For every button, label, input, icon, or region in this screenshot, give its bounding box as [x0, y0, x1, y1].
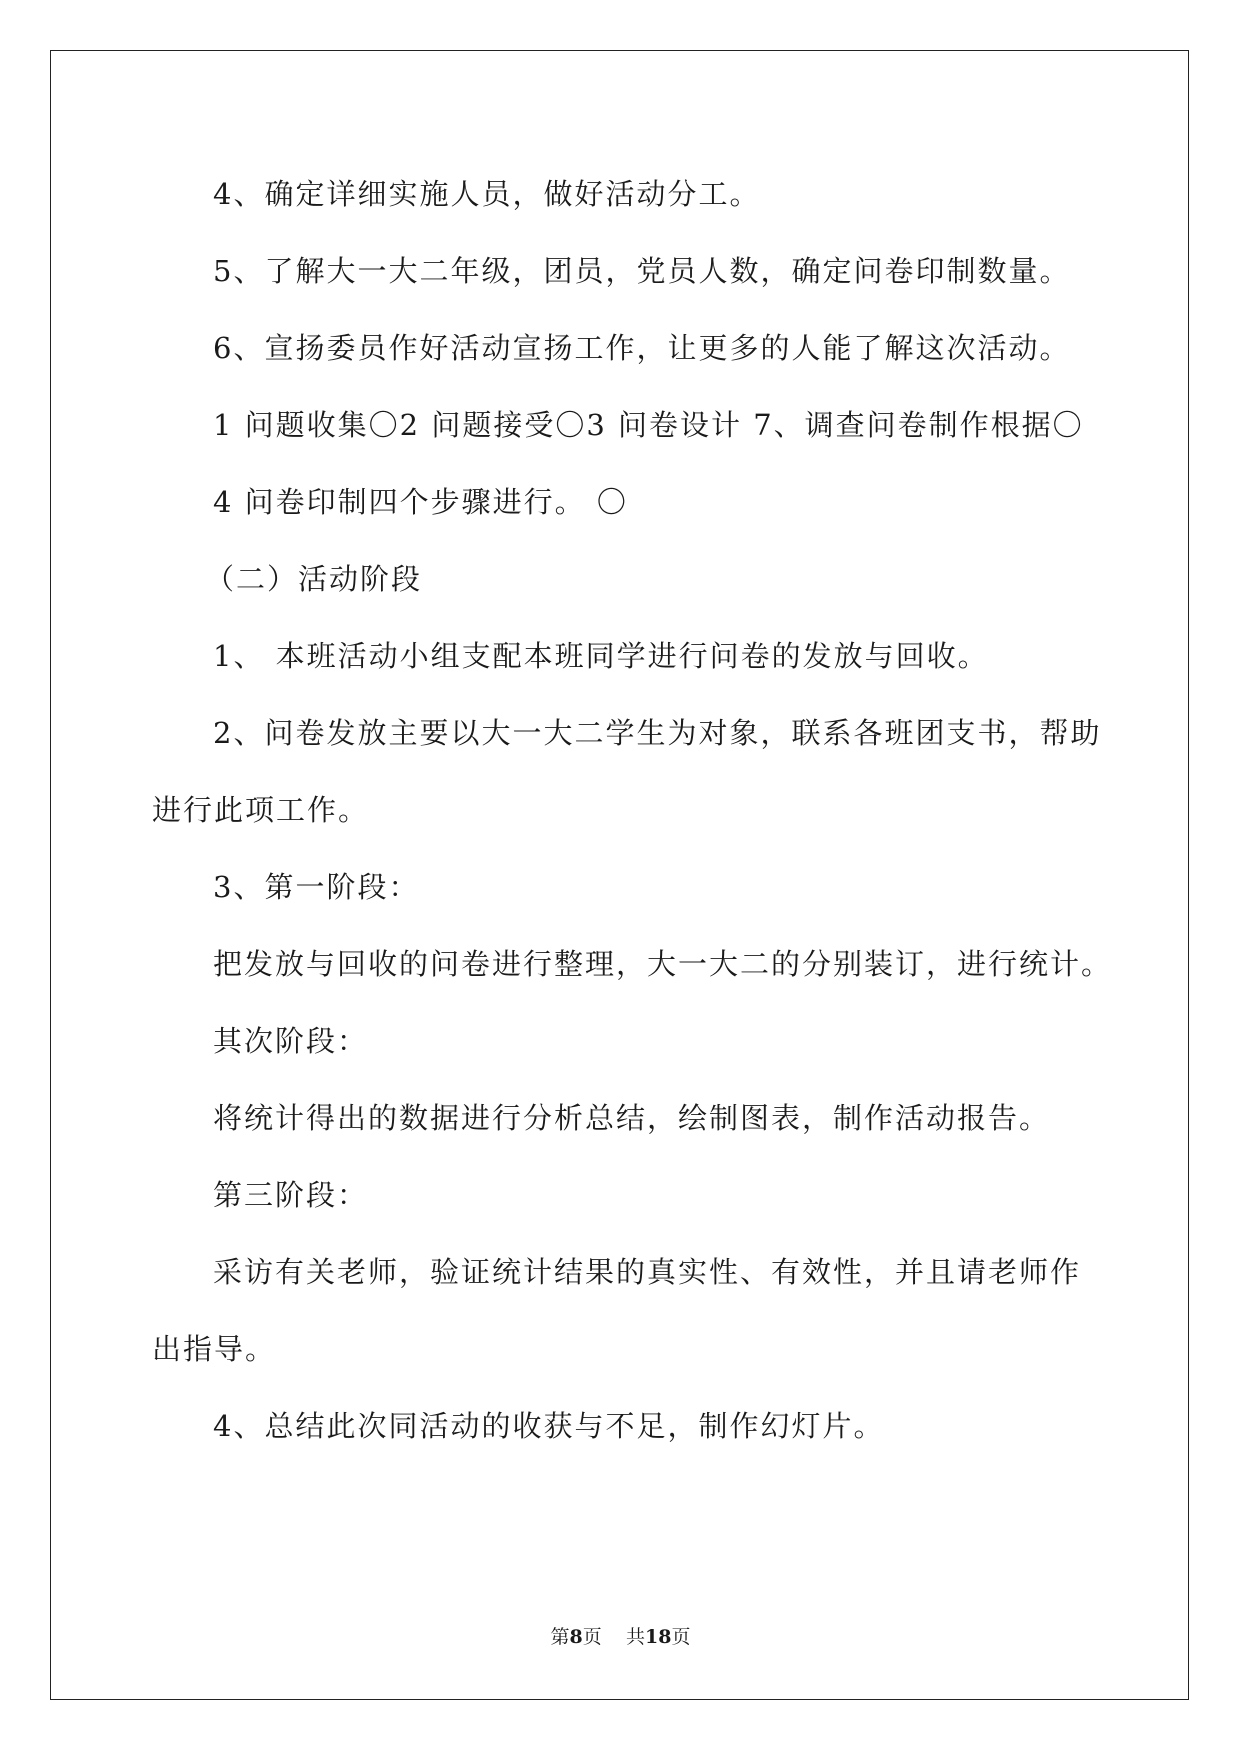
paragraph-line-10: 3、第一阶段：	[213, 870, 420, 904]
paragraph-line-8: 2、问卷发放主要以大一大二学生为对象，联系各班团支书，帮助	[213, 716, 1102, 750]
footer-total-pages: 18	[644, 1626, 672, 1648]
section-heading: （二）活动阶段	[205, 562, 423, 596]
page-footer	[0, 1625, 1241, 1649]
footer-page-suffix: 页	[582, 1626, 602, 1648]
footer-page-prefix: 第	[550, 1626, 570, 1648]
paragraph-line-1: 4、确定详细实施人员，做好活动分工。	[213, 177, 761, 211]
paragraph-line-3: 6、宣扬委员作好活动宣扬工作，让更多的人能了解这次活动。	[213, 331, 1071, 365]
footer-total-suffix: 页	[671, 1626, 691, 1648]
paragraph-line-12: 其次阶段：	[213, 1024, 369, 1058]
paragraph-line-11: 把发放与回收的问卷进行整理，大一大二的分别装订，进行统计。	[213, 947, 1113, 981]
paragraph-line-5: 4 问卷印制四个步骤进行。 〇	[213, 485, 628, 519]
paragraph-line-14: 第三阶段：	[213, 1178, 369, 1212]
footer-page-number: 8	[569, 1626, 583, 1648]
paragraph-line-2: 5、了解大一大二年级，团员，党员人数，确定问卷印制数量。	[213, 254, 1071, 288]
paragraph-line-7: 1、 本班活动小组支配本班同学进行问卷的发放与回收。	[213, 639, 989, 673]
paragraph-line-15: 采访有关老师，验证统计结果的真实性、有效性，并且请老师作	[213, 1255, 1082, 1289]
paragraph-line-13: 将统计得出的数据进行分析总结，绘制图表，制作活动报告。	[213, 1101, 1051, 1135]
paragraph-line-4: 1 问题收集〇2 问题接受〇3 问卷设计 7、调查问卷制作根据〇	[213, 408, 1084, 442]
paragraph-line-9: 进行此项工作。	[152, 793, 370, 827]
paragraph-line-17: 4、总结此次同活动的收获与不足，制作幻灯片。	[213, 1409, 885, 1443]
footer-total-prefix: 共	[625, 1626, 645, 1648]
paragraph-line-16: 出指导。	[152, 1332, 277, 1366]
